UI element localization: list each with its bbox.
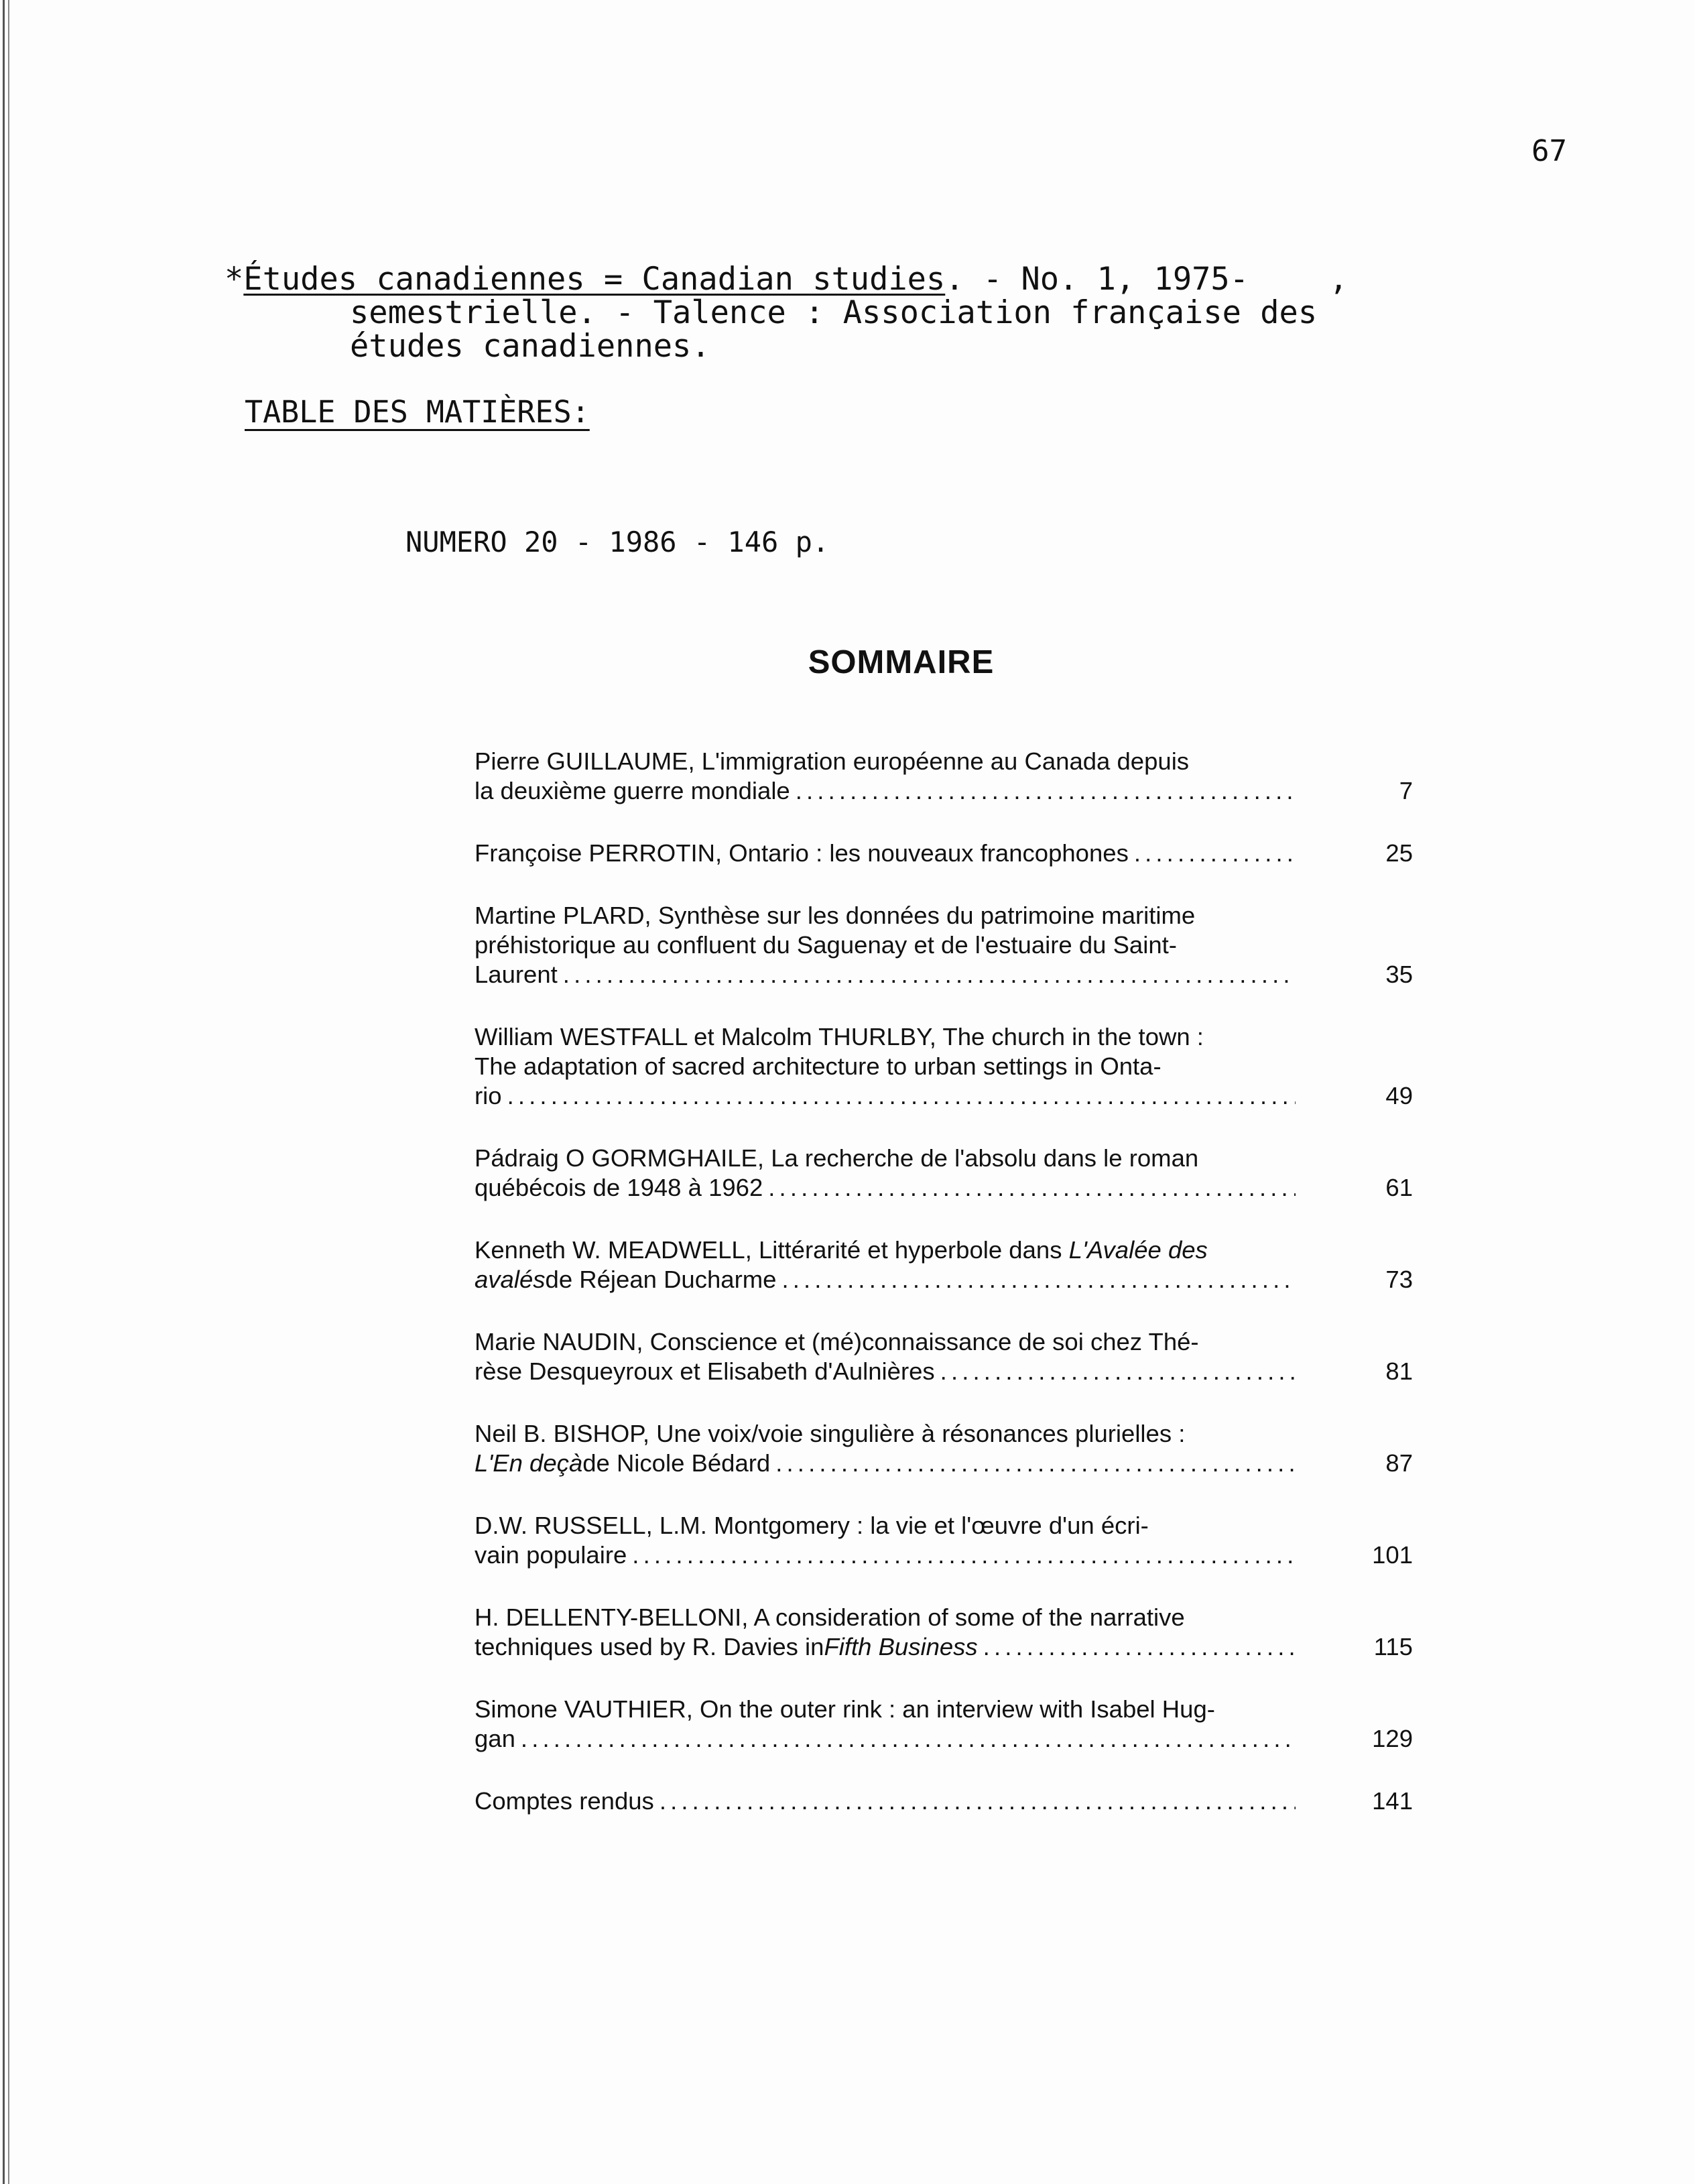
entry-line: Pádraig O GORMGHAILE, La recherche de l'absolu dans le roman: [475, 1144, 1199, 1172]
entry-line: Pierre GUILLAUME, L'immigration européenne au Canada depuis: [475, 747, 1190, 775]
contents-list: [475, 747, 1413, 1816]
dot-leader: [654, 1786, 1296, 1816]
dot-leader: [763, 1173, 1296, 1203]
dot-leader: [502, 1081, 1296, 1111]
entry-italic-title: avalés: [475, 1266, 546, 1293]
catalog-record: [225, 263, 1348, 363]
contents-entry: [475, 1786, 1413, 1816]
contents-entry: [475, 1144, 1413, 1203]
entry-line: D.W. RUSSELL, L.M. Montgomery : la vie et l'œuvre d'un écri-: [475, 1512, 1149, 1539]
page-edge-line: [3, 0, 5, 2184]
dot-leader: [515, 1724, 1296, 1754]
entry-page: 115: [1373, 1633, 1413, 1660]
entry-italic-title: L'En deçà: [475, 1449, 583, 1477]
contents-entry: [475, 1603, 1413, 1662]
contents-entry: [475, 901, 1413, 989]
contents-entry: [475, 747, 1413, 806]
entry-line: Comptes rendus: [475, 1787, 654, 1815]
dot-leader: [978, 1632, 1296, 1662]
contents-entry: [475, 839, 1413, 868]
entry-line: gan: [475, 1725, 515, 1752]
entry-line: rèse Desqueyroux et Elisabeth d'Aulnières: [475, 1357, 935, 1385]
catalog-comma: ,: [1329, 261, 1348, 298]
catalog-title: Études canadiennes = Canadian studies: [243, 261, 946, 298]
entry-page: 61: [1385, 1174, 1413, 1201]
catalog-numbering: . - No. 1, 1975-: [945, 261, 1249, 298]
entry-line: Simone VAUTHIER, On the outer rink : an interview with Isabel Hug-: [475, 1695, 1215, 1723]
contents-entry: [475, 1022, 1413, 1111]
page-edge-line: [8, 0, 9, 2184]
contents-entry: [475, 1327, 1413, 1386]
entry-line: de Réjean Ducharme: [545, 1266, 777, 1293]
dot-leader: [790, 776, 1296, 806]
contents-entry: [475, 1419, 1413, 1478]
catalog-line-1: [225, 263, 1348, 296]
entry-line: Françoise PERROTIN, Ontario : les nouveaux francophones: [475, 839, 1129, 867]
entry-page: 81: [1385, 1357, 1413, 1385]
entry-line: The adaptation of sacred architecture to urban settings in Onta-: [475, 1052, 1162, 1080]
entry-line: William WESTFALL et Malcolm THURLBY, The church in the town :: [475, 1023, 1204, 1050]
entry-italic-title: L'Avalée des: [1068, 1236, 1208, 1264]
dot-leader: [935, 1357, 1296, 1386]
entry-page: 141: [1372, 1787, 1413, 1815]
contents-entry: [475, 1235, 1413, 1294]
entry-line: préhistorique au confluent du Saguenay et de l'estuaire du Saint-: [475, 931, 1177, 959]
contents-entry: [475, 1695, 1413, 1754]
entry-page: 129: [1372, 1725, 1413, 1752]
entry-line: vain populaire: [475, 1541, 627, 1569]
entry-line: Marie NAUDIN, Conscience et (mé)connaissance de soi chez Thé-: [475, 1328, 1199, 1355]
entry-italic-title: Fifth Business: [824, 1633, 978, 1660]
entry-line: rio: [475, 1082, 502, 1109]
entry-page: 35: [1385, 961, 1413, 988]
contents-entry: [475, 1511, 1413, 1570]
entry-line: la deuxième guerre mondiale: [475, 777, 790, 804]
entry-page: 101: [1372, 1541, 1413, 1569]
entry-page: 87: [1385, 1449, 1413, 1477]
sommaire-title: SOMMAIRE: [808, 644, 995, 680]
entry-page: 73: [1385, 1266, 1413, 1293]
entry-line: Neil B. BISHOP, Une voix/voie singulière à résonances plurielles :: [475, 1420, 1186, 1447]
entry-line: québécois de 1948 à 1962: [475, 1174, 763, 1201]
dot-leader: [1129, 839, 1296, 868]
entry-page: 7: [1399, 777, 1413, 804]
issue-line: NUMERO 20 - 1986 - 146 p.: [405, 526, 830, 558]
dot-leader: [558, 960, 1296, 989]
entry-line: Kenneth W. MEADWELL, Littérarité et hyperbole dans: [475, 1236, 1069, 1264]
page-number: 67: [1531, 134, 1567, 168]
entry-line: Laurent: [475, 961, 558, 988]
catalog-asterisk: *: [225, 261, 244, 298]
sommaire-title-row: [0, 644, 1695, 681]
dot-leader: [627, 1540, 1296, 1570]
entry-line: de Nicole Bédard: [582, 1449, 771, 1477]
catalog-line-2: semestrielle. - Talence : Association française des: [350, 294, 1318, 331]
entry-line: H. DELLENTY-BELLONI, A consideration of some of the narrative: [475, 1603, 1185, 1631]
dot-leader: [776, 1265, 1296, 1294]
entry-page: 25: [1385, 839, 1413, 867]
entry-line: Martine PLARD, Synthèse sur les données du patrimoine maritime: [475, 902, 1196, 929]
entry-page: 49: [1385, 1082, 1413, 1109]
toc-heading: TABLE DES MATIÈRES:: [245, 394, 590, 430]
entry-line: techniques used by R. Davies in: [475, 1633, 824, 1660]
catalog-line-3: études canadiennes.: [350, 328, 710, 365]
dot-leader: [770, 1449, 1296, 1478]
